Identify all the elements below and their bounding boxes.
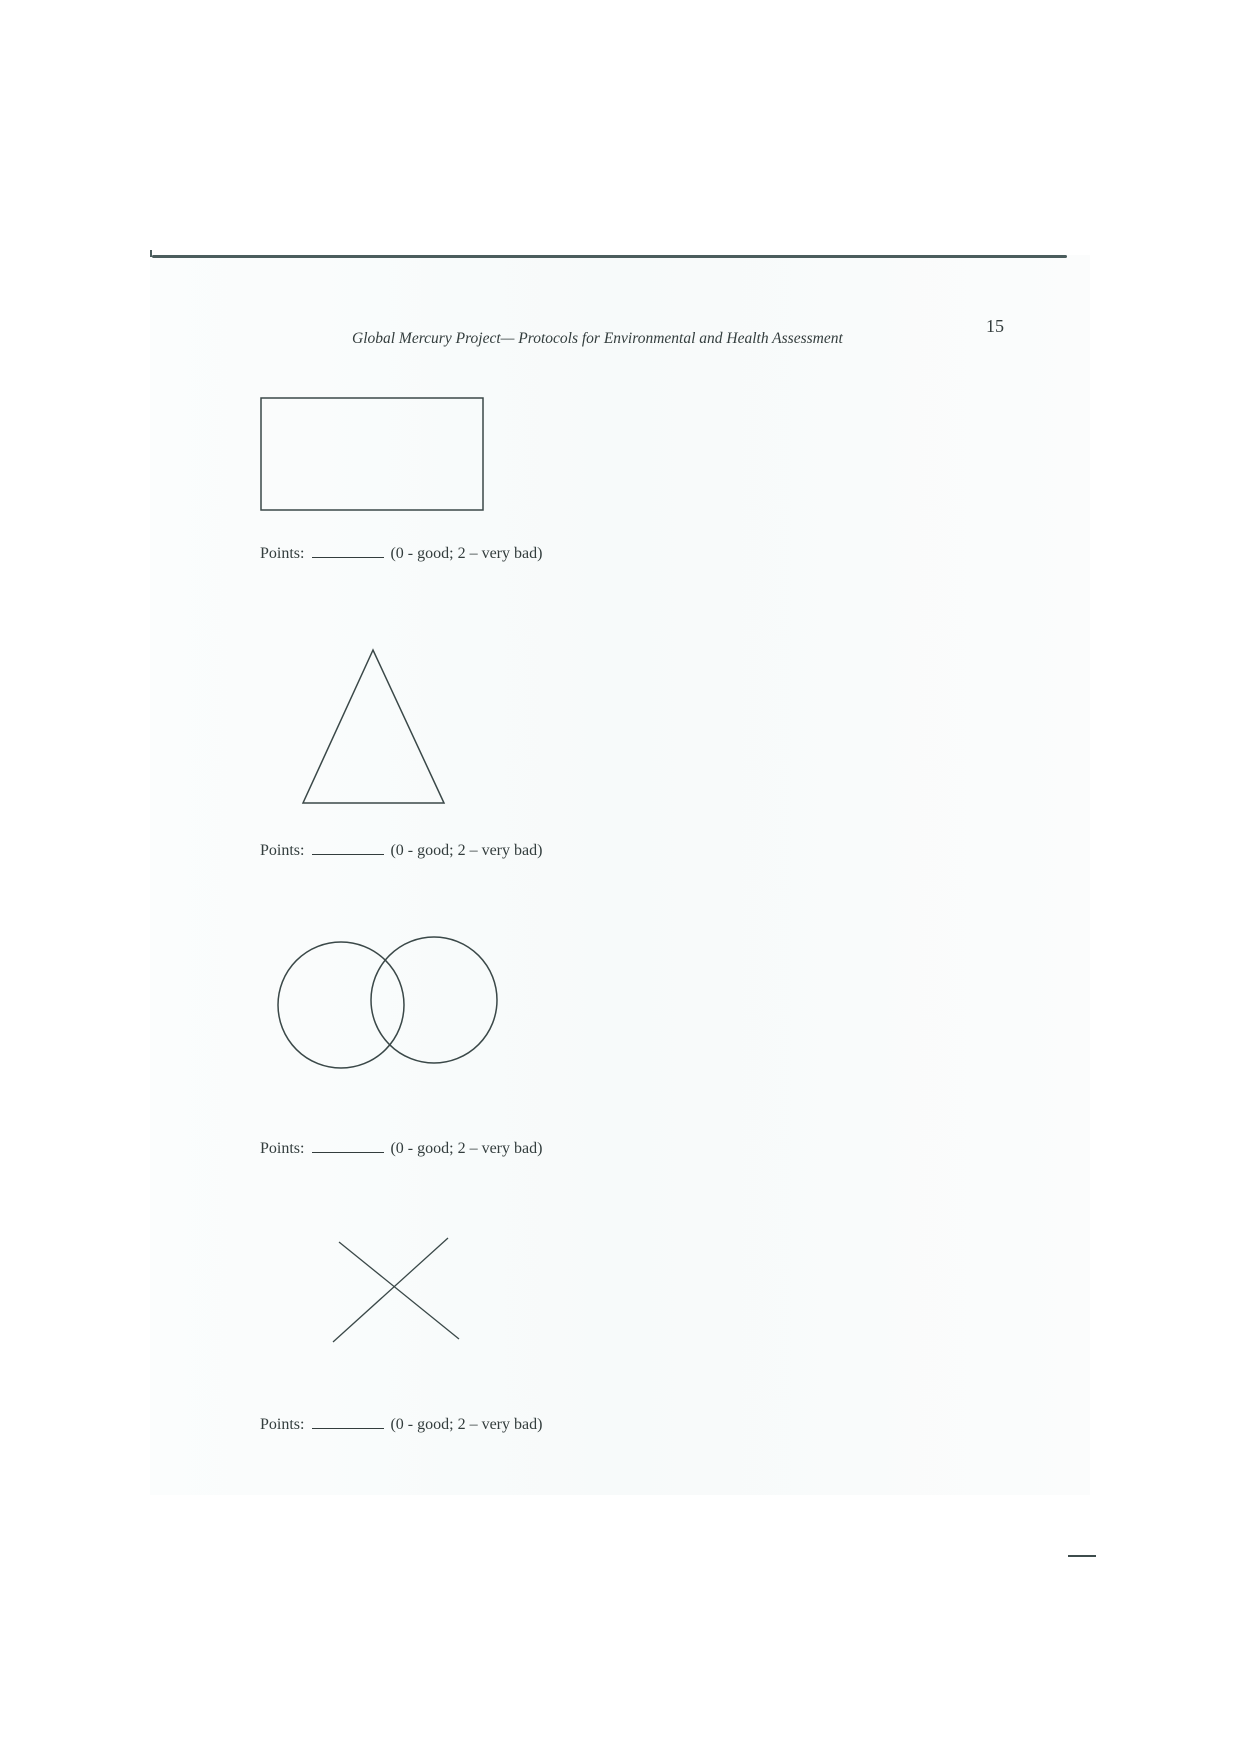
points-label: Points: — [260, 1416, 305, 1433]
figure-triangle — [303, 650, 444, 803]
points-scale: (0 - good; 2 – very bad) — [390, 1140, 543, 1157]
page-number: 15 — [986, 316, 1004, 336]
figure-cross-line-1 — [339, 1242, 459, 1339]
points-scale: (0 - good; 2 – very bad) — [390, 1416, 543, 1433]
points-blank-field[interactable] — [312, 543, 384, 558]
figure-circle-right — [371, 937, 497, 1063]
points-blank-field[interactable] — [312, 1138, 384, 1153]
points-line-cross — [260, 1414, 542, 1434]
points-label: Points: — [260, 545, 305, 562]
points-line-circles — [260, 1138, 542, 1158]
figure-rectangle — [261, 398, 483, 510]
points-line-rectangle — [260, 543, 542, 563]
points-label: Points: — [260, 1140, 305, 1157]
points-label: Points: — [260, 842, 305, 859]
points-scale: (0 - good; 2 – very bad) — [390, 545, 543, 562]
running-header: Global Mercury Project— Protocols for Environmental and Health Assessment — [352, 330, 843, 347]
margin-mark — [1068, 1555, 1096, 1557]
figure-cross-line-2 — [333, 1238, 448, 1342]
points-line-triangle — [260, 840, 542, 860]
points-scale: (0 - good; 2 – very bad) — [390, 842, 543, 859]
points-blank-field[interactable] — [312, 1414, 384, 1429]
points-blank-field[interactable] — [312, 840, 384, 855]
